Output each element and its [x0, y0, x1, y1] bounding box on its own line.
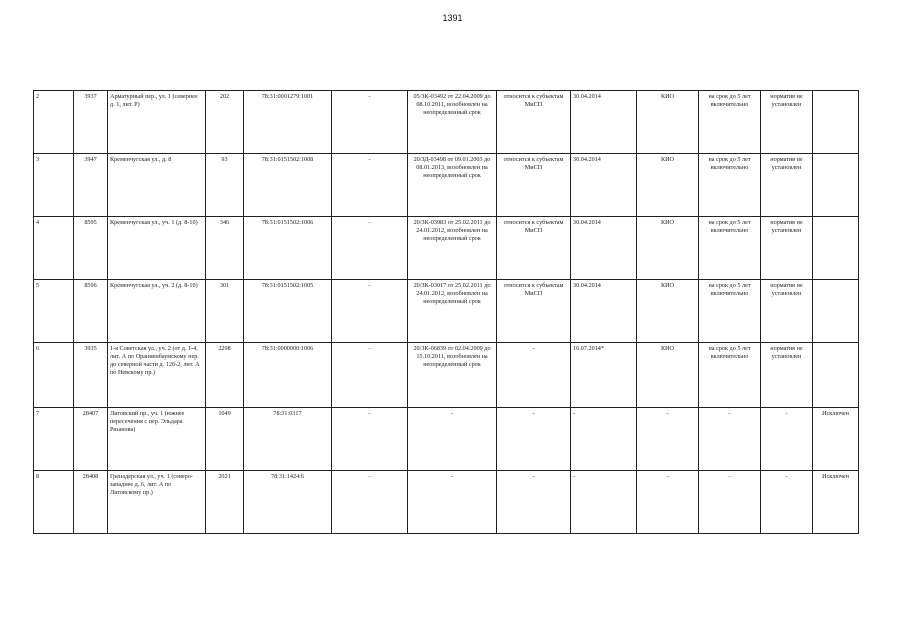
cell-authority: КИО	[637, 154, 699, 217]
cell-cadastral-number: 78:31:0000000:1006	[244, 343, 332, 408]
cell-term: -	[699, 471, 761, 534]
cell-date: -	[571, 471, 637, 534]
cell-object-id: 3935	[74, 343, 108, 408]
cell-area: 1049	[206, 408, 244, 471]
cell-date: 30.04.2014	[571, 217, 637, 280]
cell-column-6: -	[332, 154, 408, 217]
cell-row-number: 5	[34, 280, 74, 343]
cell-norm: норматив не установлен	[761, 343, 813, 408]
cell-area: 2021	[206, 471, 244, 534]
cell-date: -	[571, 408, 637, 471]
cell-term: -	[699, 408, 761, 471]
cell-smb-status: относится к субъектам МиСП	[497, 91, 571, 154]
cell-lease-contract: 20/ЗК-06839 от 02.04.2009 до 15.10.2011, возобновлен на неопределенный срок	[408, 343, 497, 408]
cell-lease-contract: 20/ЗК-03983 от 25.02.2011 до 24.01.2012, возобновлен на неопределенный срок	[408, 217, 497, 280]
cell-address: Арматурный пер., ул. 1 (севернее д. 1, лит. Р)	[108, 91, 206, 154]
cell-area: 202	[206, 91, 244, 154]
cell-date: 30.04.2014	[571, 154, 637, 217]
cell-note	[813, 91, 859, 154]
cell-address: Гренадерская ул., уч. 1 (северо-западнее д. 6, лит. А по Лиговскому пр.)	[108, 471, 206, 534]
cell-object-id: 28408	[74, 471, 108, 534]
cell-smb-status: относится к субъектам МиСП	[497, 217, 571, 280]
cell-note: Исключен	[813, 471, 859, 534]
cell-norm: -	[761, 408, 813, 471]
cell-cadastral-number: 78:31:0001279:1001	[244, 91, 332, 154]
cell-column-6: -	[332, 408, 408, 471]
cell-lease-contract: -	[408, 408, 497, 471]
cell-object-id: 28407	[74, 408, 108, 471]
table-row	[34, 408, 859, 471]
cell-cadastral-number: 78:31:0151502:1008	[244, 154, 332, 217]
cell-term: на срок до 5 лет включительно	[699, 217, 761, 280]
cell-column-6: -	[332, 91, 408, 154]
cell-norm: норматив не установлен	[761, 217, 813, 280]
cell-authority: -	[637, 471, 699, 534]
cell-address: Кременчугская ул., д. 8	[108, 154, 206, 217]
cell-address: 1-я Советская ул., уч. 2 (от д. 1-4, лит. А по Ораниенбаумскому пер. до северной части д. 12б-2, лит. А по Невскому пр.)	[108, 343, 206, 408]
cell-address: Кременчугская ул., уч. 1 (д. 8-10)	[108, 217, 206, 280]
cell-row-number: 8	[34, 471, 74, 534]
cell-date: 16.07.2014*	[571, 343, 637, 408]
cell-term: на срок до 5 лет включительно	[699, 280, 761, 343]
cell-note	[813, 280, 859, 343]
cell-object-id: 3937	[74, 91, 108, 154]
table-row	[34, 471, 859, 534]
table-row	[34, 343, 859, 408]
cell-object-id: 8595	[74, 217, 108, 280]
cell-object-id: 3947	[74, 154, 108, 217]
cell-area: 93	[206, 154, 244, 217]
cell-authority: КИО	[637, 91, 699, 154]
cell-date: 30.04.2014	[571, 280, 637, 343]
cell-smb-status: -	[497, 408, 571, 471]
cell-date: 30.04.2014	[571, 91, 637, 154]
cell-cadastral-number: 78:31:1424:6	[244, 471, 332, 534]
cell-column-6: -	[332, 280, 408, 343]
cell-row-number: 6	[34, 343, 74, 408]
cell-smb-status: относится к субъектам МиСП	[497, 154, 571, 217]
cell-row-number: 2	[34, 91, 74, 154]
cell-area: 346	[206, 217, 244, 280]
cell-note	[813, 343, 859, 408]
cell-lease-contract: -	[408, 471, 497, 534]
cell-cadastral-number: 78:31:0317	[244, 408, 332, 471]
cell-smb-status: относится к субъектам МиСП	[497, 280, 571, 343]
cell-cadastral-number: 78:31:0151502:1005	[244, 280, 332, 343]
cell-row-number: 7	[34, 408, 74, 471]
table-body	[34, 91, 859, 534]
cell-lease-contract: 20/ЗД-03498 от 09.01.2003 до 08.01.2013, возобновлен на неопределенный срок	[408, 154, 497, 217]
registry-table	[33, 90, 859, 534]
table-row	[34, 280, 859, 343]
cell-address: Лиговский пр., уч. 1 (южнее пересечения с пер. Эльдара Рязанова)	[108, 408, 206, 471]
cell-authority: -	[637, 408, 699, 471]
cell-address: Кременчугская ул., уч. 2 (д. 8-10)	[108, 280, 206, 343]
cell-row-number: 3	[34, 154, 74, 217]
cell-note: Исключен	[813, 408, 859, 471]
cell-authority: КИО	[637, 343, 699, 408]
page-number: 1391	[442, 13, 463, 23]
cell-authority: КИО	[637, 217, 699, 280]
cell-object-id: 8596	[74, 280, 108, 343]
cell-column-6: -	[332, 217, 408, 280]
cell-norm: норматив не установлен	[761, 154, 813, 217]
cell-authority: КИО	[637, 280, 699, 343]
cell-lease-contract: 20/ЗК-03017 от 25.02.2011 до 24.01.2012, возобновлен на неопределенный срок	[408, 280, 497, 343]
cell-cadastral-number: 78:31:0151502:1006	[244, 217, 332, 280]
cell-column-6: -	[332, 471, 408, 534]
cell-row-number: 4	[34, 217, 74, 280]
cell-lease-contract: 05/ЗК-03492 от 22.04.2009 до 08.10.2011, возобновлен на неопределенный срок	[408, 91, 497, 154]
cell-norm: -	[761, 471, 813, 534]
cell-term: на срок до 5 лет включительно	[699, 154, 761, 217]
cell-note	[813, 217, 859, 280]
cell-term: на срок до 5 лет включительно	[699, 343, 761, 408]
cell-area: 2298	[206, 343, 244, 408]
cell-column-6: -	[332, 343, 408, 408]
cell-term: на срок до 5 лет включительно	[699, 91, 761, 154]
cell-smb-status: -	[497, 471, 571, 534]
table-row	[34, 217, 859, 280]
table-row	[34, 154, 859, 217]
cell-smb-status: -	[497, 343, 571, 408]
cell-area: 301	[206, 280, 244, 343]
cell-norm: норматив не установлен	[761, 91, 813, 154]
cell-note	[813, 154, 859, 217]
cell-norm: норматив не установлен	[761, 280, 813, 343]
table-row	[34, 91, 859, 154]
